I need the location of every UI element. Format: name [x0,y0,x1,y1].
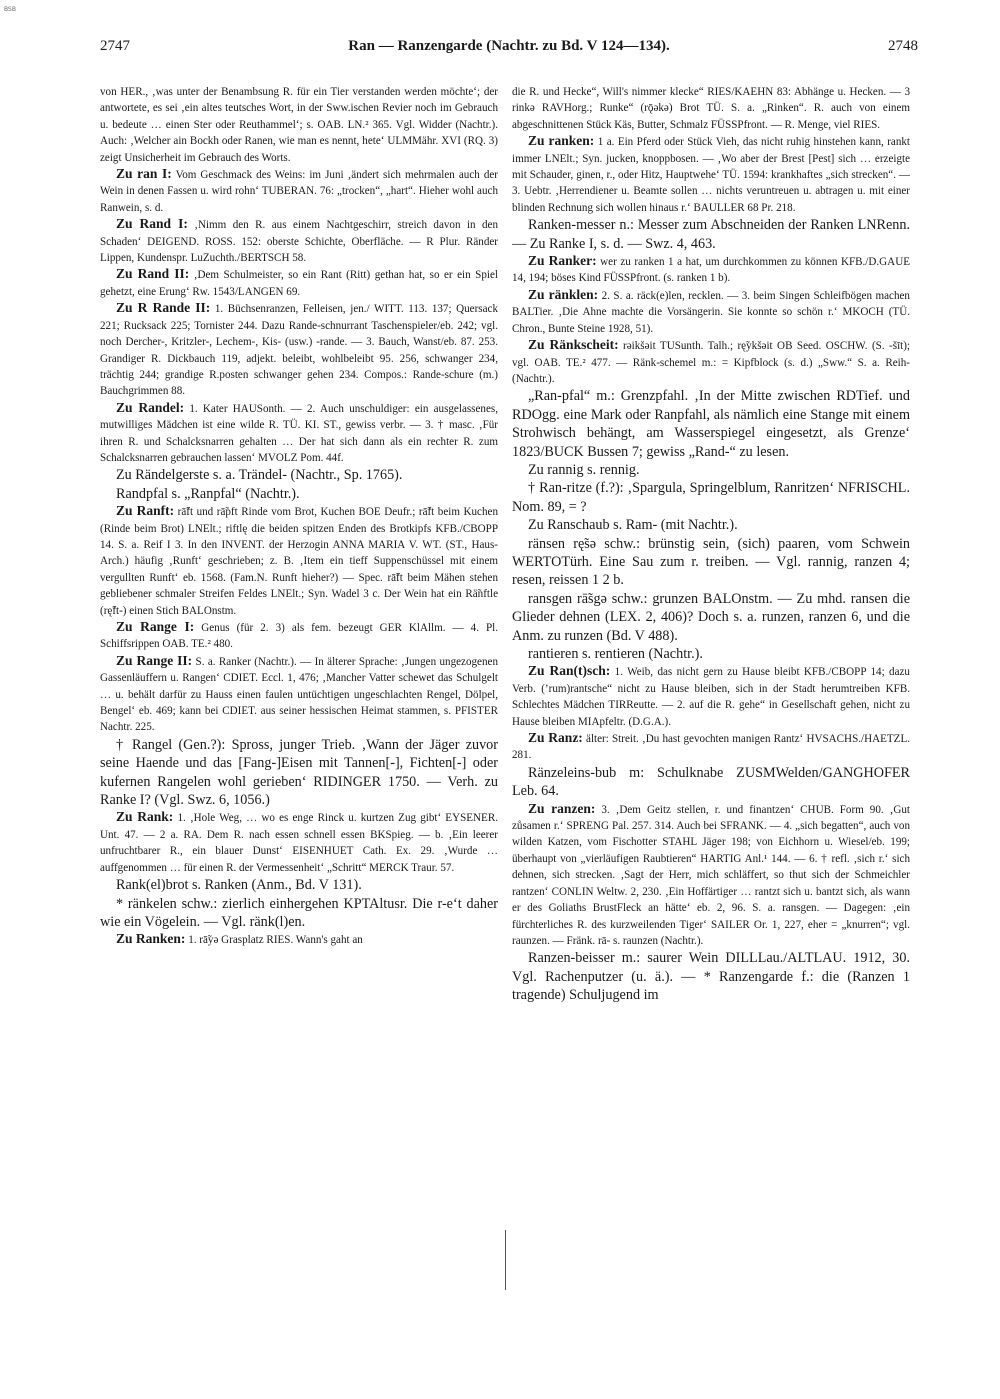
dictionary-entry [512,337,910,387]
dictionary-entry [512,287,910,337]
dictionary-entry [100,653,498,736]
entry-headword: Zu ran I: [116,166,172,182]
entry-headword: Zu R Rande II: [116,300,211,316]
dictionary-entry [100,485,498,503]
dictionary-entry [512,730,910,764]
dictionary-entry [512,216,910,253]
dictionary-entry [512,949,910,1004]
page-header [100,38,918,64]
entry-headword: Zu ranken: [528,133,595,149]
dictionary-entry [100,619,498,653]
entry-headword: Zu Range II: [116,652,193,668]
entry-text: älter: Streit. ‚Du hast gevochten manigen Rantz‘ HVSACHS./HAETZL. 281. [512,733,910,762]
dictionary-entry [512,516,910,534]
dictionary-entry [100,166,498,216]
left-page-number: 2747 [100,38,130,54]
entry-text: Randpfal s. „Ranpfal“ (Nachtr.). [116,485,300,502]
entry-headword: Zu Randel: [116,399,185,415]
entry-text: ‚Nimm den R. aus einem Nachtgeschirr, streich davon in den Schaden‘ DEIGEND. ROSS. 152: oberste Schichte, Oberfläche. — R Plur. Ränder Lippen, Kundenspr. LuZuchth./BERTSCH 58. [100,219,498,265]
dictionary-entry [512,253,910,287]
dictionary-entry [512,479,910,516]
dictionary-entry [100,931,498,948]
dictionary-entry [100,84,498,166]
entry-text: Ranzen-beisser m.: saurer Wein DILLLau./ALTLAU. 1912, 30. Vgl. Rachenputzer (u. ä.). — * Ranzengarde f.: die (Ranzen 1 tragende) Schuljugend im [512,950,910,1004]
entry-text: 3. ‚Dem Geitz stellen, r. und finantzen‘ CHUB. Form 90. ‚Gut zůsamen r.‘ SPRENG Pal. 257. 314. Auch bei SFRANK. — 4. „sich begatten“, auch von wilden Katzen, vom Fischotter STAHL Jäger 198; von Eichhorn u. Wiesel/eb. 199; überhaupt von „vierläufigen Raubtieren“ HARTIG Anl.¹ 144. — 6. † refl. ‚sich r.‘ sich dehnen, sich strecken. ‚Sagt der Herr, mich schläffert, so thut sich der Schmeichler rantzen‘ CONLIN Weltw. 2, 230. ‚Ein Hoffärtiger … rantzt sich u. bantzt sich, als wann er des Goliaths BrustFleck an hätte‘ eb. 2, 96. S. a. ransgen. — Dagegen: ‚ein fürchterliches R. des kurzweilenden Tiger‘ SAILER Or. 1, 227, eher = „knurren“; vgl. raunzen. — Fränk. rā- s. raunzen (Nachtr.). [512,803,910,947]
entry-text: Vom Geschmack des Weins: im Juni ‚ändert sich mehrmalen auch der Wein in denen Fassen u. wird rohn‘ TUBERAN. 76: „trocken“, „hart“. Hieher wohl auch Ranwein, s. d. [100,169,498,214]
entry-text: wer zu ranken 1 a hat, um durchkommen zu können KFB./D.GAUE 14, 194; böses Kind FÜSSPfront. (s. ranken 1 b). [512,256,910,285]
dictionary-entry [512,764,910,801]
entry-headword: Zu Rand II: [116,266,190,282]
entry-headword: Zu Range I: [116,619,195,634]
dictionary-entry [100,466,498,484]
entry-text: Ranken-messer n.: Messer zum Abschneiden der Ranken LNRenn. — Zu Ranke I, s. d. — Swz. 4, 463. [512,217,910,252]
dictionary-entry [100,266,498,300]
dictionary-entry [100,876,498,894]
entry-text: rantieren s. rentieren (Nachtr.). [528,646,703,662]
dictionary-entry [100,400,498,467]
dictionary-entry [512,84,910,133]
dictionary-entry [512,535,910,590]
entry-text: von HER., ‚was unter der Benambsung R. für ein Tier verstanden werden möchte‘; der antwortete, es sei ‚ein altes teutsches Wort, in der Sww.ischen Revier noch im Gebrauch u. bedeute … einen Ster oder Reuthammel‘; s. OAB. LN.² 365. Vgl. Widder (Nachtr.). Auch: ‚Welcher ain Bockh oder Ranen, wie man es nennt, hete‘ ULMMähr. XVI (RQ. 3) zeigt Unsicherheit im Gebrauch des Worts. [100,86,498,164]
entry-headword: Zu Ränkscheit: [528,337,619,353]
entry-text: Rank(el)brot s. Ranken (Anm., Bd. V 131). [116,877,362,894]
entry-headword: Zu ränklen: [528,286,599,302]
dictionary-entry [512,590,910,645]
entry-text: „Ran-pfal“ m.: Grenzpfahl. ‚In der Mitte zwischen RDTief. und RDOgg. eine Mark oder Ranpfahl, als nämlich eine Stange mit einem Strohwisch behängt, am Wasserspiegel eingesetzt, als Grenze‘ 1823/BUCK Bussen 7; gewiss „Rand-“ zu lesen. [512,388,910,460]
entry-headword: Zu Rank: [116,809,174,825]
entry-text: 1. rā̃yə Grasplatz RIES. Wann's gaht an [188,934,363,947]
entry-text: ‚Dem Schulmeister, so ein Rant (Ritt) gethan hat, so er ein Spiel gehetzt, eine Erung‘ Rw. 1543/LANGEN 69. [100,269,498,298]
entry-headword: Zu Ranken: [116,931,186,947]
dictionary-entry [512,645,910,663]
entry-text: Ränzeleins-bub m: Schulknabe ZUSMWelden/GANGHOFER Leb. 64. [512,764,910,800]
entry-text: die R. und Hecke“, Will's nimmer klecke“ RIES/KAEHN 83: Abhänge u. Hecken. — 3 rinkə RAVHorg.; Runke“ (rǭəkə) Brot TÜ. S. a. „Rinken“. R. auch von einem abgeschnittenen Stück Käs, Butter, Schmalz FÜSSPfront. — R. Menge, viel RIES. [512,86,910,131]
entry-text: 1. Weib, das nicht gern zu Hause bleibt KFB./CBOPP 14; dazu Verb. (’rum)rantsche“ nicht zu Hause bleiben, sich in der Stadt herumtreiben KFB. Schlechtes Mädchen TIRReutte. — 2. auf die R. gehe“ in Gesellschaft gehen, nicht zu Hause bleiben MIApfeltr. (D.G.A.). [512,666,910,728]
dictionary-entry [100,216,498,266]
dictionary-entry [100,503,498,619]
entry-headword: Zu Ranker: [528,253,597,269]
entry-headword: Zu ranzen: [528,800,596,816]
entry-text: ränsen rę̃sə schw.: brünstig sein, (sich) paaren, vom Schwein WERTOTürh. Eine Sau zum r. treiben. — Vgl. rannig, ranzen 4; resen, reissen 1 2 b. [512,535,910,589]
entry-text: S. a. Ranker (Nachtr.). — In älterer Sprache: ‚Jungen ungezogenen Gassenläuffern u. Rangen‘ CDIET. Eccl. 1, 476; ‚Mancher Vatter schewet das Schulgelt … u. behält darfür zu Hauss einen faulen untüchtigen ungeschlachten Rengel, Dölpel, Bengel‘ eb. 469; kann bei CDIET. aus seiner hessischen Heimat stammen, s. PFISTER Nachtr. 225. [100,655,498,734]
dictionary-entry [100,895,498,932]
entry-headword: Zu Ran(t)sch: [528,663,611,679]
library-stamp: BSB [4,6,16,13]
entry-text: Zu rannig s. rennig. [528,461,640,478]
entry-text: rā̃ft und rā̃pft Rinde vom Brot, Kuchen BOE Deufr.; rā̃ft beim Kuchen (Rinde beim Brot) LNElt.; riftlę die beiden spitzen Enden des Brotkipfs KFB./CBOPP 14. S. a. Reif I 3. In den INVENT. der Herzogin ANNA MARIA V. WT. (ST., Haus-Arch.) häufig ‚Runft‘ geschrieben; z. B. ‚Item ein tieff Suppenschüssel mit einem vergullten Runft‘ eb. 1568. (Fam.N. Runft hieher?) — Spec. rā̃ft beim Mähen stehen gebliebener schmaler Streifen Feldes LNElt.; Syn. Wadel 3 c. Der Wein hat ein Rä̃nftle (rę̃ft-) einen Stich BALOnstm. [100,506,498,617]
dictionary-entry [100,300,498,399]
entry-text: ransgen rā̃sgə schw.: grunzen BALOnstm. — Zu mhd. ransen die Glieder dehnen (LEX. 2, 406)? Doch s. a. runzen, ranzen 6, und die Anm. zu runzen (Bd. V 488). [512,590,910,644]
entry-text: 1. Kater HAUSonth. — 2. Auch unschuldiger: ein ausgelassenes, mutwilliges Mädchen ist eine wilde R. TÜ. KI. ST., gewiss verbr. — 3. † masc. ‚Für ihren R. und Schalcksnarren gehalten … Der hat sich dann als ein rechter R. zum Schalcksnarren gebrauchen lassen‘ MVOLZ Pom. 44f. [100,402,498,464]
entry-text: 1. ‚Hole Weg, … wo es enge Rinck u. kurtzen Zug gibt‘ EYSENER. Unt. 47. — 2 a. RA. Dem R. nach essen schnell essen BKSpieg. — b. ‚Ein leerer unfruchtbarer R., ein blauer Dunst‘ EISENHUET Cath. Ex. 29. ‚Wurde … auffgenommen … für einen R. der Vermessenheit‘ „Schritt“ MERCK Traur. 57. [100,812,498,874]
entry-headword: Zu Ranft: [116,503,175,519]
dictionary-entry [512,461,910,479]
entry-text: * ränkelen schw.: zierlich einhergehen KPTAltusr. Die r-e‘t daher wie ein Vögelein. — Vgl. ränk(l)en. [100,895,498,930]
entry-text: 1 a. Ein Pferd oder Stück Vieh, das nicht ruhig hinstehen kann, rankt immer LNElt.; Syn. jucken, knoppbosen. — ‚Wo aber der Brest [Pest] sich … erzeigte mit Schauder, ginen, r., oder Hitz, Hauptwehe‘ TÜ. 1594: krankhaftes „sich strecken“. — 3. Uebtr. ‚Herrendiener u. Beamte sollen … nichts veruntreuen u. abtragen u. mit einer blinden Rechnung sich wollen hinaus r.‘ BAULLER 68 Pr. 218. [512,136,910,214]
entry-text: 2. S. a. räck(e)len, recklen. — 3. beim Singen Schleifbögen machen BALTier. ‚Die Ahne machte die Vorsängerin. Sie konnte so schön r.‘ MKOCH (TÜ. Chron., Bunte Steine 1928, 51). [512,289,910,335]
dictionary-entry [512,801,910,950]
dictionary-entry [100,736,498,810]
entry-text: Zu Rändelgerste s. a. Trändel- (Nachtr., Sp. 1765). [116,467,403,484]
entry-text: † Rangel (Gen.?): Spross, junger Trieb. ‚Wann der Jäger zuvor seine Haende und das [Fang-]Eisen mit Tannen[-], Fichten[-] oder kufernen Rangelen wohl gerieben‘ RIDINGER 1750. — Verh. zu Ranke I? (Vgl. Swz. 6, 1056.) [100,736,498,809]
entry-text: rəikšəit TUSunth. Talh.; rę̃ykšəit OB Seed. OSCHW. (S. -šīt); vgl. OAB. TE.² 477. — Ränk-schemel m.: = Kipfblock (s. d.) „Sww.“ S. a. Reih- (Nachtr.). [512,340,910,385]
entry-text: 1. Büchsenranzen, Felleisen, jen./ WITT. 113. 137; Quersack 221; Rucksack 225; Tornister 244. Dazu Rande-schnurrant Taschenspieler/eb. 242; vgl. noch Dercher-, Kritzler-, Lechem-, Kis- (usw.) -rande. — 3. Bauch, Wanst/eb. 87. 253. Grandiger R. Dickbauch 119, adjekt. beleibt, wohlbeleibt 95. 256, schwanger 234, trächtig 244; grandige R.posten schwanger gehen 234. Compos.: Rande-schure (m.) Bauchgrimmen 88. [100,303,498,398]
right-column [512,84,910,1294]
dictionary-entry [512,133,910,216]
right-page-number: 2748 [888,38,918,54]
entry-headword: Zu Rand I: [116,216,188,232]
left-column [100,84,498,1294]
entry-text: † Ran-ritze (f.?): ‚Spargula, Springelblum, Ranritzen‘ NFRISCHL. Nom. 89, = ? [512,480,910,515]
entry-headword: Zu Ranz: [528,730,583,746]
running-title: Ran — Ranzengarde (Nachtr. zu Bd. V 124—134). [348,38,670,54]
dictionary-entry [100,809,498,876]
dictionary-entry [512,663,910,730]
dictionary-entry [512,387,910,461]
entry-text: Genus (für 2. 3) als fem. bezeugt GER KlAllm. — 4. Pl. Schiffsrippen OAB. TE.² 480. [100,622,498,651]
column-divider [505,1230,506,1290]
entry-text: Zu Ranschaub s. Ram- (mit Nachtr.). [528,517,738,534]
